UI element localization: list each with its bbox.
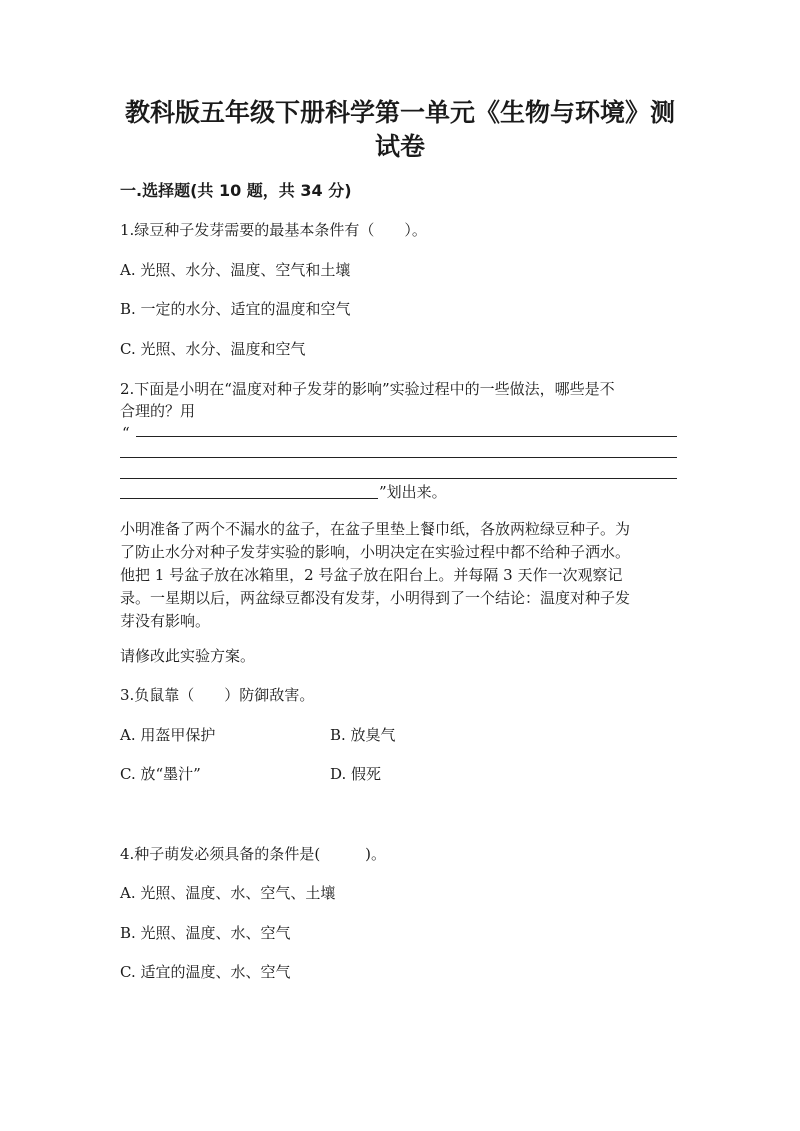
question-4-option-c: C. 适宜的温度、水、空气 — [120, 963, 291, 981]
question-2-open-quote: “ — [122, 424, 130, 442]
section-header: 一.选择题(共 10 题，共 34 分) — [120, 181, 352, 200]
question-3-option-b: B. 放臭气 — [330, 726, 396, 744]
question-1-option-c: C. 光照、水分、温度和空气 — [120, 340, 306, 358]
title-line-2: 试卷 — [374, 132, 425, 161]
question-3-option-c: C. 放“墨汁” — [120, 765, 201, 783]
question-2-close-text: ”划出来。 — [379, 483, 447, 501]
answer-line-2[interactable] — [120, 457, 677, 458]
question-4-option-b: B. 光照、温度、水、空气 — [120, 924, 291, 942]
passage-line: 录。一星期以后，两盆绿豆都没有发芽，小明得到了一个结论：温度对种子发 — [120, 589, 631, 607]
question-2-instruction: 请修改此实验方案。 — [120, 647, 256, 665]
question-2-stem-line-1: 2.下面是小明在“温度对种子发芽的影响”实验过程中的一些做法，哪些是不 — [120, 380, 615, 398]
answer-line-3[interactable] — [120, 478, 677, 479]
question-1-stem: 1.绿豆种子发芽需要的最基本条件有（ ）。 — [120, 221, 427, 239]
question-2-stem-line-2: 合理的？用 — [120, 402, 196, 420]
question-3-option-d: D. 假死 — [330, 765, 382, 783]
question-1-option-a: A. 光照、水分、温度、空气和土壤 — [120, 261, 351, 279]
passage-line: 了防止水分对种子发芽实验的影响，小明决定在实验过程中都不给种子洒水。 — [120, 543, 631, 561]
question-1-option-b: B. 一定的水分、适宜的温度和空气 — [120, 300, 351, 318]
title-line-1: 教科版五年级下册科学第一单元《生物与环境》测 — [124, 98, 675, 127]
passage-line: 他把 1 号盆子放在冰箱里，2 号盆子放在阳台上。并每隔 3 天作一次观察记 — [120, 566, 623, 584]
question-4-option-a: A. 光照、温度、水、空气、土壤 — [120, 884, 336, 902]
answer-line-4[interactable] — [120, 498, 378, 499]
passage-line: 芽没有影响。 — [120, 612, 211, 630]
question-4-stem: 4.种子萌发必须具备的条件是( )。 — [120, 845, 387, 863]
question-3-option-a: A. 用盔甲保护 — [120, 726, 216, 744]
question-2-passage — [120, 518, 680, 633]
exam-title — [120, 96, 680, 164]
answer-line-1[interactable] — [136, 436, 677, 437]
passage-line: 小明准备了两个不漏水的盆子，在盆子里垫上餐巾纸，各放两粒绿豆种子。为 — [120, 520, 631, 538]
question-3-stem: 3.负鼠靠（ ）防御敌害。 — [120, 686, 315, 704]
